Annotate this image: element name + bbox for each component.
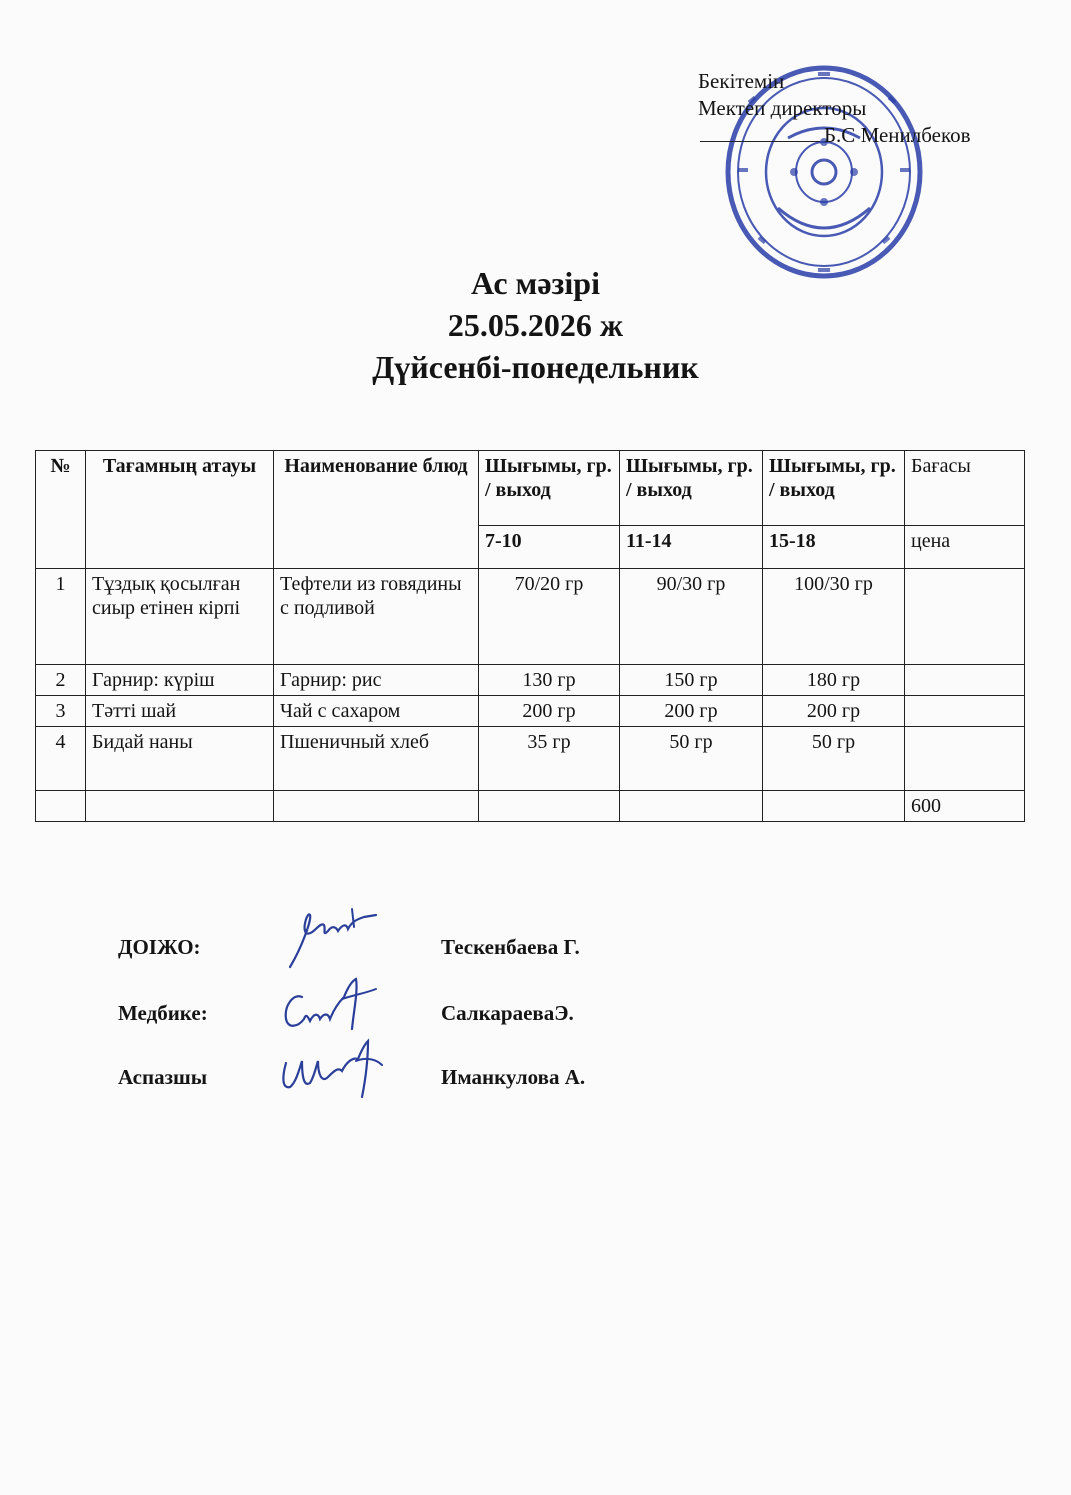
signature-line	[700, 141, 820, 142]
approval-label: Бекітемін	[698, 69, 785, 93]
price-cell	[905, 727, 1025, 791]
approval-signatory	[698, 122, 971, 149]
header-output-1: Шығымы, гр. / выход	[479, 451, 620, 526]
menu-day: Дүйсенбі-понедельник	[372, 349, 699, 385]
output-11-14: 90/30 гр	[620, 569, 763, 665]
dish-name-ru: Тефтели из говядины с подливой	[274, 569, 479, 665]
signature-row	[0, 1001, 1071, 1061]
menu-title: Ас мәзірі	[471, 265, 600, 301]
row-num: 4	[36, 727, 86, 791]
signature-row	[0, 935, 1071, 995]
dish-name-ru: Пшеничный хлеб	[274, 727, 479, 791]
table-row	[36, 727, 1025, 791]
director-name: Б.С Менилбеков	[824, 123, 971, 147]
approval-block	[698, 68, 971, 149]
dish-name-kz: Тәтті шай	[86, 696, 274, 727]
output-15-18: 200 гр	[763, 696, 905, 727]
header-name-ru: Наименование блюд	[274, 451, 479, 569]
signature-role: Аспазшы	[118, 1065, 208, 1089]
signature-role: ДОІЖО:	[118, 935, 201, 959]
menu-date: 25.05.2026 ж	[447, 307, 624, 343]
handwritten-signature	[272, 973, 392, 1041]
header-num: №	[36, 451, 86, 569]
row-num: 3	[36, 696, 86, 727]
price-cell	[905, 569, 1025, 665]
signature-name: Тескенбаева Г.	[441, 935, 580, 959]
row-num: 2	[36, 665, 86, 696]
empty-cell	[763, 791, 905, 822]
dish-name-ru: Чай с сахаром	[274, 696, 479, 727]
output-11-14: 150 гр	[620, 665, 763, 696]
header-age-group: 7-10	[479, 526, 620, 569]
approval-position: Мектеп директоры	[698, 96, 867, 120]
handwritten-signature	[272, 907, 392, 975]
output-11-14: 50 гр	[620, 727, 763, 791]
dish-name-kz: Тұздық қосылған сиыр етінен кірпі	[86, 569, 274, 665]
output-7-10: 35 гр	[479, 727, 620, 791]
header-age-group: 11-14	[620, 526, 763, 569]
output-15-18: 50 гр	[763, 727, 905, 791]
price-cell	[905, 665, 1025, 696]
empty-cell	[479, 791, 620, 822]
header-output-3: Шығымы, гр. / выход	[763, 451, 905, 526]
empty-cell	[620, 791, 763, 822]
output-15-18: 180 гр	[763, 665, 905, 696]
row-num: 1	[36, 569, 86, 665]
header-age-group: 15-18	[763, 526, 905, 569]
header-name-kz: Тағамның атауы	[86, 451, 274, 569]
table-row	[36, 569, 1025, 665]
dish-name-kz: Гарнир: күріш	[86, 665, 274, 696]
signature-role: Медбике:	[118, 1001, 208, 1025]
empty-cell	[36, 791, 86, 822]
signature-name: Иманкулова А.	[441, 1065, 586, 1089]
output-7-10: 130 гр	[479, 665, 620, 696]
total-row	[36, 791, 1025, 822]
header-output-2: Шығымы, гр. / выход	[620, 451, 763, 526]
signature-row	[0, 1065, 1071, 1125]
empty-cell	[274, 791, 479, 822]
dish-name-kz: Бидай наны	[86, 727, 274, 791]
handwritten-signature	[272, 1037, 392, 1105]
price-cell	[905, 696, 1025, 727]
output-15-18: 100/30 гр	[763, 569, 905, 665]
signature-name: СалкараеваЭ.	[441, 1001, 574, 1025]
header-price-kz: Бағасы	[905, 451, 1025, 526]
output-7-10: 70/20 гр	[479, 569, 620, 665]
output-7-10: 200 гр	[479, 696, 620, 727]
dish-name-ru: Гарнир: рис	[274, 665, 479, 696]
menu-table	[35, 450, 1025, 822]
table-row	[36, 696, 1025, 727]
total-price: 600	[905, 791, 1025, 822]
empty-cell	[86, 791, 274, 822]
header-price-ru: цена	[905, 526, 1025, 569]
output-11-14: 200 гр	[620, 696, 763, 727]
table-row	[36, 665, 1025, 696]
